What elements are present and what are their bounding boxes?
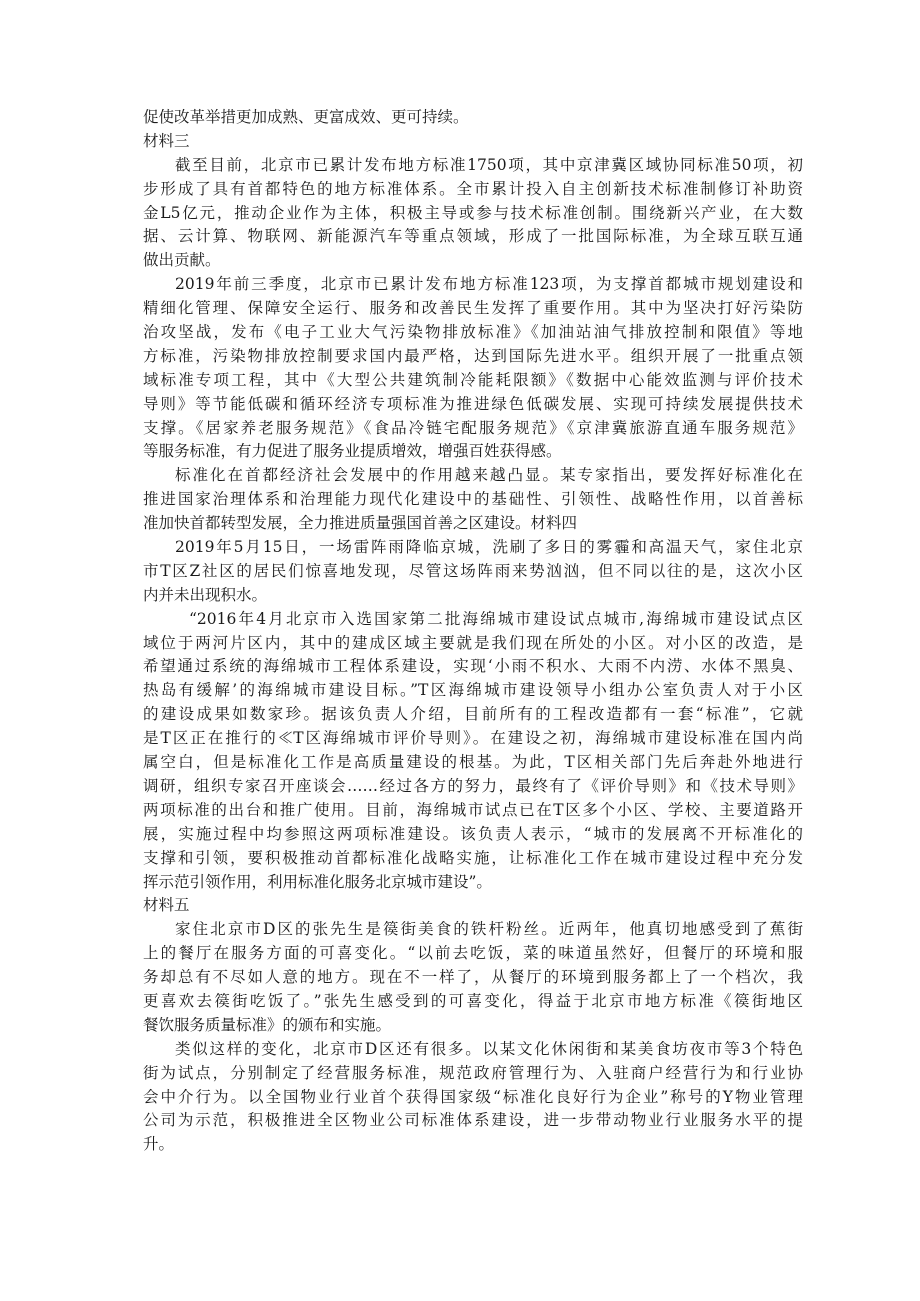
text-line: 的建设成果如数家珍。据该负责人介绍，目前所有的工程改造都有一套“标准”，它就 <box>143 705 803 724</box>
text-line: 希望通过系统的海绵城市工程体系建设，实现‘小雨不积水、大雨不内涝、水体不黑臭、 <box>143 657 803 676</box>
text-line: 准加快首都转型发展，全力推进质量强国首善之区建设。材料四 <box>143 514 578 533</box>
text-line: 导则》等节能低碳和循环经济专项标准为推进绿色低碳发展、实现可持续发展提供技术 <box>143 394 803 413</box>
text-line: 会中介行为。以全国物业行业首个获得国家级“标准化良好行为企业”称号的Y物业管理 <box>143 1087 803 1106</box>
text-line: 升。 <box>143 1135 175 1154</box>
text-line: 促使改革举措更加成熟、更富成效、更可持续。 <box>143 108 469 126</box>
text-line: 挥示范引领作用，利用标准化服务北京城市建设”。 <box>143 872 492 891</box>
text-line: 步形成了具有首都特色的地方标准体系。全市累计投入自主创新技术标准制修订补助资 <box>143 179 803 198</box>
text-line: 展，实施过程中均参照这两项标准建设。该负责人表示，“城市的发展离不开标准化的 <box>143 824 803 843</box>
text-line: 调研，组织专家召开座谈会……经过各方的努力，最终有了《评价导则》和《技术导则》 <box>143 776 803 795</box>
text-line: 餐饮服务质量标准》的颁布和实施。 <box>143 1015 392 1034</box>
text-line: 务却总有不尽如人意的地方。现在不一样了，从餐厅的环境到服务都上了一个档次，我 <box>143 968 803 987</box>
text-line: 截至目前，北京市已累计发布地方标准1750项，其中京津冀区域协同标准50项，初 <box>175 155 803 174</box>
text-line: 据、云计算、物联网、新能源汽车等重点领域，形成了一批国际标准，为全球互联互通 <box>143 227 803 246</box>
text-line: 热岛有缓解’的海绵城市建设目标。”T区海绵城市建设领导小组办公室负责人对于小区 <box>143 681 803 700</box>
text-line: 金L5亿元，推动企业作为主体，积极主导或参与技术标准创制。围绕新兴产业，在大数 <box>143 203 803 222</box>
text-line: 内并未出现积水。 <box>143 585 268 604</box>
text-line: 治攻坚战，发布《电子工业大气污染物排放标准》《加油站油气排放控制和限值》等地 <box>143 323 803 342</box>
text-line: 上的餐厅在服务方面的可喜变化。“以前去吃饭，菜的味道虽然好，但餐厅的环境和服 <box>143 944 803 963</box>
text-line: 方标准，污染物排放控制要求国内最严格，达到国际先进水平。组织开展了一批重点领 <box>143 346 803 365</box>
text-line: 域标准专项工程，其中《大型公共建筑制冷能耗限额》《数据中心能效监测与评价技术 <box>143 370 803 389</box>
text-line: 公司为示范，积极推进全区物业公司标准体系建设，进一步带动物业行业服务水平的提 <box>143 1111 803 1130</box>
section-heading: 材料五 <box>143 896 190 915</box>
text-line: 2019年前三季度，北京市已累计发布地方标准123项，为支撑首都城市规划建设和 <box>175 275 803 294</box>
text-line: 支撑和引领，要积极推动首都标准化战略实施，让标准化工作在城市建设过程中充分发 <box>143 848 803 867</box>
text-line: 推进国家治理体系和治理能力现代化建设中的基础性、引领性、战略性作用，以首善标 <box>143 490 803 509</box>
document-page <box>143 106 803 1157</box>
text-line: 家住北京市D区的张先生是篌街美食的铁杆粉丝。近两年，他真切地感受到了蕉街 <box>175 920 803 939</box>
text-line: 标准化在首都经济社会发展中的作用越来越凸显。某专家指出，要发挥好标准化在 <box>175 466 803 485</box>
section-heading: 材料三 <box>143 131 190 150</box>
text-line: 精细化管理、保障安全运行、服务和改善民生发挥了重要作用。其中为坚决打好污染防 <box>143 299 803 318</box>
text-line: 更喜欢去篌街吃饭了。”张先生感受到的可喜变化，得益于北京市地方标准《篌街地区 <box>143 991 803 1010</box>
text-line: 做出贡献。 <box>143 251 221 270</box>
text-line: 属空白，但是标准化工作是高质量建设的根基。为此，T区相关部门先后奔赴外地进行 <box>143 753 803 772</box>
text-line: 两项标准的出台和推广使用。目前，海绵城市试点已在T区多个小区、学校、主要道路开 <box>143 800 803 819</box>
text-line: 市T区Z社区的居民们惊喜地发现，尽管这场阵雨来势汹汹，但不同以往的是，这次小区 <box>143 561 803 580</box>
text-line: 等服务标准，有力促进了服务业提质增效，增强百姓获得感。 <box>143 442 562 461</box>
text-line: 域位于两河片区内，其中的建成区域主要就是我们现在所处的小区。对小区的改造，是 <box>143 633 803 652</box>
text-line: 街为试点，分别制定了经营服务标准，规范政府管理行为、入驻商户经营行为和行业协 <box>143 1063 803 1082</box>
text-line: 2019年5月15日，一场雷阵雨降临京城，洗刷了多日的雾霾和高温天气，家住北京 <box>175 538 803 557</box>
text-line: 类似这样的变化，北京市D区还有很多。以某文化休闲街和某美食坊夜市等3个特色 <box>175 1039 803 1058</box>
text-line: 支撑。《居家养老服务规范》《食品冷链宅配服务规范》《京津冀旅游直通车服务规范》 <box>143 418 803 437</box>
text-line: 是T区正在推行的≪T区海绵城市评价导则》。在建设之初，海绵城市建设标准在国内尚 <box>143 729 803 748</box>
text-line: “2016年4月北京市入选国家第二批海绵城市建设试点城市,海绵城市建设试点区 <box>189 609 803 628</box>
